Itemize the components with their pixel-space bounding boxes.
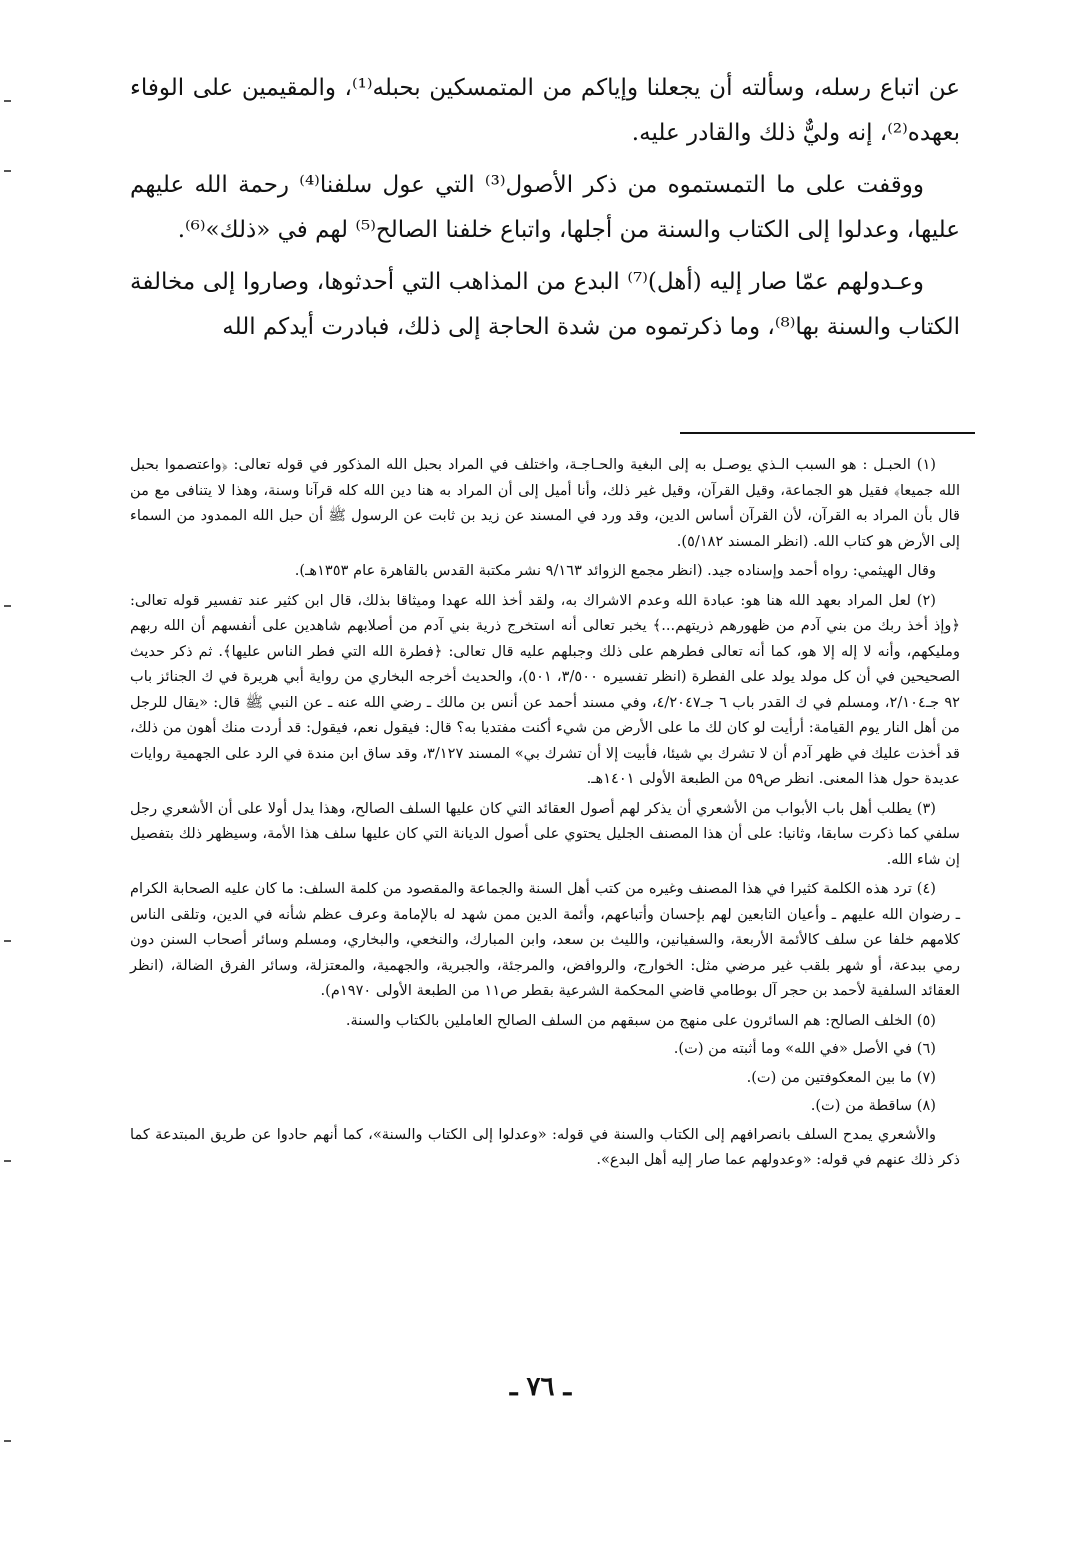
footnotes-block: [130, 452, 960, 1177]
scan-mark: [4, 100, 11, 102]
scan-mark: [4, 605, 11, 607]
footnote-6: (٦) في الأصل «في الله» وما أثبته من (ت).: [673, 1040, 936, 1057]
scan-mark: [4, 1440, 11, 1442]
footnote-separator: [680, 432, 975, 434]
footnote-closing: والأشعري يمدح السلف بانصرافهم إلى الكتاب والسنة في قوله: «وعدلوا إلى الكتاب والسنة»، كما أنهم حادوا عن طريق المبتدعة كما ذكر ذلك عنهم في قوله: «وعدولهم عما صار إليه أهل البدع».: [130, 1125, 960, 1168]
main-paragraph-1: عن اتباع رسله، وسألته أن يجعلنا وإياكم من المتمسكين بحبله⁽¹⁾، والمقيمين على الوفاء بعهده⁽²⁾، إنه وليٌّ ذلك والقادر عليه.: [130, 75, 960, 146]
main-paragraph-2: ووقفت على ما التمستموه من ذكر الأصول⁽³⁾ التي عول سلفنا⁽⁴⁾ رحمة الله عليهم عليها، وعدلوا إلى الكتاب والسنة من أجلها، واتباع خلفنا الصالح⁽⁵⁾ لهم في «ذلك»⁽⁶⁾.: [130, 172, 960, 243]
footnote-7: (٧) ما بين المعكوفتين من (ت).: [746, 1068, 936, 1086]
scan-mark: [4, 1160, 11, 1162]
page-number: ـ ٧٦ ـ: [509, 1372, 572, 1402]
main-paragraph-3: وعـدولهم عمّا صار إليه (أهل)⁽⁷⁾ البدع من المذاهب التي أحدثوها، وصاروا إلى مخالفة الكتاب والسنة بها⁽⁸⁾، وما ذكرتموه من شدة الحاجة إلى ذلك، فبادرت أيدكم الله: [130, 269, 960, 340]
scan-mark: [4, 170, 11, 172]
footnote-2: (٢) لعل المراد بعهد الله هنا هو: عبادة الله وعدم الاشراك به، ولقد أخذ الله عهدا وميثاقا بذلك، قال ابن كثير عند تفسير قوله تعالى: ﴿وإذ أخذ ربك من بني آدم من ظهورهم ذريتهم...﴾ يخبر تعالى أنه استخرج ذرية بني آدم من أصلابهم شاهدين على أنفسهم أن الله ربهم ومليكهم، وأنه لا إله إلا هو، كما أنه تعالى فطرهم على ذلك وجبلهم عليه قال تعالى: ﴿فطرة الله التي فطر الناس عليها﴾. ثم ذكر حديث الصحيحين في أن كل مولد يولد على الفطرة (انظر تفسيره ٣/٥٠٠، ٥٠١)، والحديث أخرجه البخاري من رواية أبي هريرة في ك الجنائز باب ٩٢ جـ٢/١٠٤، ومسلم في ك القدر باب ٦ جـ٤/٢٠٤٧، وفي مسند أحمد عن أنس بن مالك ـ رضي الله عنه ـ عن النبي ﷺ قال: «يقال للرجل من أهل النار يوم القيامة: أرأيت لو كان لك ما على الأرض من شيء أكنت مفتديا به؟ قال: فيقول نعم، فيقول: قد أردت منك أهون من ذلك، قد أخذت عليك في ظهر آدم أن لا تشرك بي شيئا، فأبيت إلا أن تشرك بي» المسند ٣/١٢٧، وقد ساق ابن مندة في الرد على الجهمية روايات عديدة حول هذا المعنى. انظر ص٥٩ من الطبعة الأولى ١٤٠١هـ.: [130, 591, 961, 787]
scan-mark: [4, 940, 11, 942]
footnote-8: (٨) ساقطة من (ت).: [810, 1097, 936, 1114]
main-text-block: [130, 66, 960, 349]
footnote-1-continued: وقال الهيثمي: رواه أحمد وإسناده جيد. (انظر مجمع الزوائد ٩/١٦٣ نشر مكتبة القدس بالقاهرة عام ١٣٥٣هـ).: [294, 562, 936, 579]
footnote-3: (٣) يطلب أهل باب الأبواب من الأشعري أن يذكر لهم أصول العقائد التي كان عليها السلف الصالح، وهذا يدل أولا على أن الأشعري رجل سلفي كما ذكرت سابقا، وثانيا: على أن هذا المصنف الجليل يحتوي على أصول الديانة التي كان عليها سلف هذا الأمة، وسيظهر ذلك بتفصيل إن شاء الله.: [130, 799, 960, 868]
footnote-1: (١) الحبـل : هو السبب الـذي يوصـل به إلى البغية والحـاجـة، واختلف في المراد بحبل الله المذكور في قوله تعالى: ﴿واعتصموا بحبل الله جميعا﴾ فقيل هو الجماعة، وقيل القرآن، وقيل غير ذلك، وأنا أميل إلى أن المراد به هنا دين الله كله قرآنا وسنة، وهذا لا يتنافى مع من قال بأن المراد به القرآن، لأن القرآن أساس الدين، وقد ورد في المسند عن زيد بن ثابت عن الرسول ﷺ أن حبل الله الممدود من السماء إلى الأرض هو كتاب الله. (انظر المسند ٥/١٨٢).: [130, 456, 960, 550]
footnote-5: (٥) الخلف الصالح: هم السائرون على منهج من سبقهم من السلف الصالح العاملين بالكتاب والسنة.: [345, 1011, 936, 1029]
footnote-4: (٤) ترد هذه الكلمة كثيرا في هذا المصنف وغيره من كتب أهل السنة والجماعة والمقصود من كلمة السلف: ما كان عليه الصحابة الكرام ـ رضوان الله عليهم ـ وأعيان التابعين لهم بإحسان وأتباعهم، وأئمة الدين ممن شهد له بالإمامة وعرف عظم شأنه في الدين، وتلقى الناس كلامهم خلفا عن سلف كالأئمة الأربعة، والسفيانين، والليث بن سعد، وابن المبارك، والنخعي، والبخاري، ومسلم وسائر أصحاب السنن دون رمي ببدعة، أو شهر بلقب غير مرضي مثل: الخوارج، والروافض، والمرجئة، والجبرية، والجهمية، والمعتزلة، وسائر الفرق الضالة، (انظر العقائد السلفية لأحمد بن حجر آل بوطامي قاضي المحكمة الشرعية بقطر ص١١ من الطبعة الأولى ١٩٧٠م).: [130, 880, 960, 999]
